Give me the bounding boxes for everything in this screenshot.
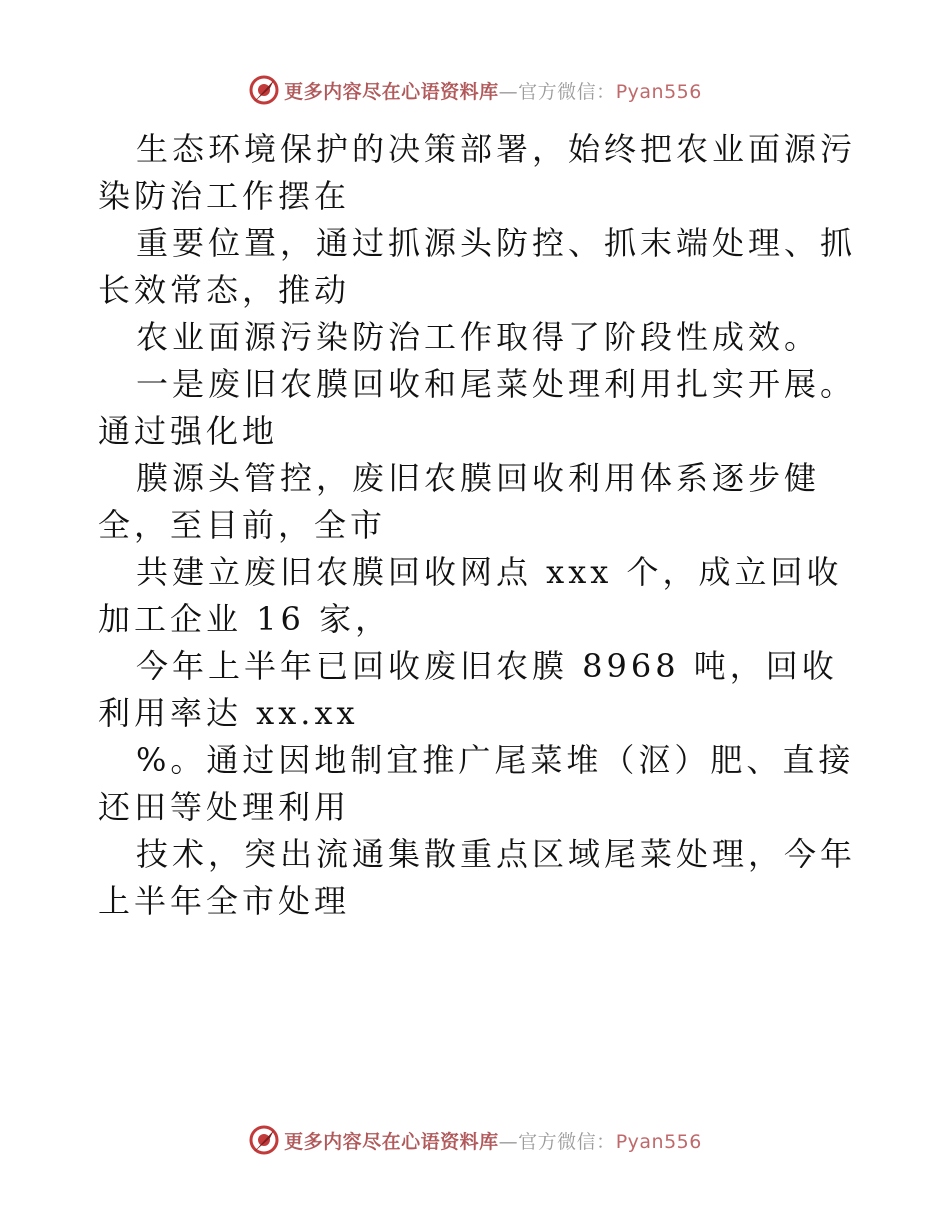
paragraph: 重要位置，通过抓源头防控、抓末端处理、抓长效常态，推动 bbox=[98, 224, 857, 309]
paragraph: 技术，突出流通集散重点区域尾菜处理，今年上半年全市处理 bbox=[98, 835, 857, 920]
header-wechat-label: 官方微信： bbox=[518, 80, 616, 103]
document-body bbox=[98, 126, 858, 925]
footer-promo-text: 更多内容尽在心语资料库 bbox=[284, 1130, 499, 1153]
paragraph: 一是废旧农膜回收和尾菜处理利用扎实开展。通过强化地 bbox=[98, 365, 857, 450]
footer-separator: — bbox=[498, 1130, 519, 1153]
paragraph: 生态环境保护的决策部署，始终把农业面源污染防治工作摆在 bbox=[98, 130, 857, 215]
paragraph: %。通过因地制宜推广尾菜堆（沤）肥、直接还田等处理利用 bbox=[98, 741, 855, 826]
paragraph: 共建立废旧农膜回收网点 xxx 个，成立回收加工企业 16 家， bbox=[98, 553, 843, 638]
paragraph: 膜源头管控，废旧农膜回收利用体系逐步健全，至目前，全市 bbox=[98, 459, 821, 544]
header-promo-text: 更多内容尽在心语资料库 bbox=[284, 80, 499, 103]
quill-logo-icon bbox=[248, 74, 280, 106]
header-banner bbox=[0, 70, 950, 110]
paragraph: 今年上半年已回收废旧农膜 8968 吨，回收利用率达 xx.xx bbox=[98, 647, 838, 732]
footer-banner-text bbox=[284, 1127, 702, 1154]
footer-banner bbox=[0, 1120, 950, 1160]
footer-wechat-label: 官方微信： bbox=[518, 1130, 616, 1153]
header-banner-text bbox=[284, 77, 702, 104]
quill-logo-icon bbox=[248, 1124, 280, 1156]
footer-wechat-account: Pyan556 bbox=[615, 1130, 702, 1153]
paragraph: 农业面源污染防治工作取得了阶段性成效。 bbox=[136, 318, 821, 356]
header-separator: — bbox=[498, 80, 519, 103]
header-wechat-account: Pyan556 bbox=[615, 80, 702, 103]
